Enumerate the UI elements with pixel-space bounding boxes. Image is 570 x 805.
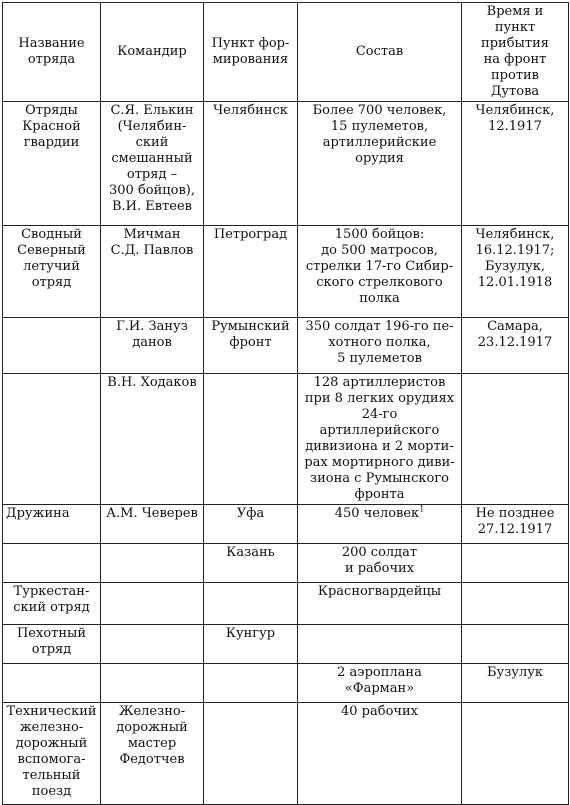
table-row bbox=[3, 102, 569, 226]
cell-composition: 2 аэроплана «Фарман» bbox=[298, 664, 462, 703]
cell-composition: Красногвардейцы bbox=[298, 583, 462, 625]
cell-composition: 350 солдат 196-го пе- хотного полка, 5 пулеметов bbox=[298, 318, 462, 374]
cell-commander: Г.И. Зануз данов bbox=[101, 318, 204, 374]
table-row bbox=[3, 703, 569, 805]
cell-formation-place: Петроград bbox=[204, 226, 298, 318]
table-header-row bbox=[3, 3, 569, 102]
header-composition: Состав bbox=[298, 3, 462, 102]
table-row bbox=[3, 318, 569, 374]
cell-unit-name bbox=[3, 544, 101, 583]
cell-arrival: Челябинск, 16.12.1917; Бузулук, 12.01.1918 bbox=[462, 226, 569, 318]
cell-composition bbox=[298, 505, 462, 544]
cell-unit-name bbox=[3, 318, 101, 374]
cell-commander bbox=[101, 664, 204, 703]
cell-commander: Мичман С.Д. Павлов bbox=[101, 226, 204, 318]
cell-commander bbox=[101, 544, 204, 583]
table-row bbox=[3, 664, 569, 703]
table-row bbox=[3, 226, 569, 318]
header-commander: Командир bbox=[101, 3, 204, 102]
document-table bbox=[2, 2, 569, 805]
cell-unit-name: Сводный Северный летучий отряд bbox=[3, 226, 101, 318]
cell-arrival: Челябинск, 12.1917 bbox=[462, 102, 569, 226]
cell-arrival bbox=[462, 544, 569, 583]
cell-commander: А.М. Чеверев bbox=[101, 505, 204, 544]
cell-unit-name: Пехотный отряд bbox=[3, 625, 101, 664]
cell-formation-place: Кунгур bbox=[204, 625, 298, 664]
cell-composition: 128 артиллеристов при 8 легких орудиях 24-го артиллерийского дивизиона и 2 морти- рах мортирного диви- зиона с Румынского фронта bbox=[298, 374, 462, 505]
composition-text: 450 человек bbox=[334, 506, 420, 521]
cell-composition: Более 700 человек, 15 пулеметов, артиллерийские орудия bbox=[298, 102, 462, 226]
cell-unit-name bbox=[3, 374, 101, 505]
cell-composition: 200 солдат и рабочих bbox=[298, 544, 462, 583]
cell-formation-place: Уфа bbox=[204, 505, 298, 544]
table-row bbox=[3, 505, 569, 544]
cell-formation-place bbox=[204, 583, 298, 625]
cell-formation-place: Румынский фронт bbox=[204, 318, 298, 374]
cell-formation-place: Казань bbox=[204, 544, 298, 583]
cell-commander: В.Н. Ходаков bbox=[101, 374, 204, 505]
cell-unit-name: Технический железно- дорожный вспомога- тельный поезд bbox=[3, 703, 101, 805]
table-row bbox=[3, 625, 569, 664]
cell-composition: 1500 бойцов: до 500 матросов, стрелки 17-го Сибир- ского стрелкового полка bbox=[298, 226, 462, 318]
footnote-marker: 1 bbox=[419, 504, 425, 514]
cell-unit-name: Дружина bbox=[3, 505, 101, 544]
cell-composition bbox=[298, 625, 462, 664]
header-formation-place: Пункт фор- мирования bbox=[204, 3, 298, 102]
cell-commander: С.Я. Елькин (Челябин- ский смешанный отряд – 300 бойцов), В.И. Евтеев bbox=[101, 102, 204, 226]
header-arrival: Время и пункт прибытия на фронт против Дутова bbox=[462, 3, 569, 102]
cell-commander: Железно- дорожный мастер Федотчев bbox=[101, 703, 204, 805]
cell-formation-place bbox=[204, 703, 298, 805]
cell-unit-name: Отряды Красной гвардии bbox=[3, 102, 101, 226]
cell-arrival: Не позднее 27.12.1917 bbox=[462, 505, 569, 544]
table-row bbox=[3, 583, 569, 625]
table-row bbox=[3, 374, 569, 505]
cell-unit-name: Туркестан- ский отряд bbox=[3, 583, 101, 625]
cell-arrival: Бузулук bbox=[462, 664, 569, 703]
cell-arrival bbox=[462, 625, 569, 664]
header-unit-name: Название отряда bbox=[3, 3, 101, 102]
cell-unit-name bbox=[3, 664, 101, 703]
table-row bbox=[3, 544, 569, 583]
cell-arrival: Самара, 23.12.1917 bbox=[462, 318, 569, 374]
cell-formation-place bbox=[204, 374, 298, 505]
cell-commander bbox=[101, 625, 204, 664]
cell-formation-place bbox=[204, 664, 298, 703]
cell-arrival bbox=[462, 374, 569, 505]
cell-composition: 40 рабочих bbox=[298, 703, 462, 805]
cell-formation-place: Челябинск bbox=[204, 102, 298, 226]
cell-arrival bbox=[462, 583, 569, 625]
cell-commander bbox=[101, 583, 204, 625]
cell-arrival bbox=[462, 703, 569, 805]
